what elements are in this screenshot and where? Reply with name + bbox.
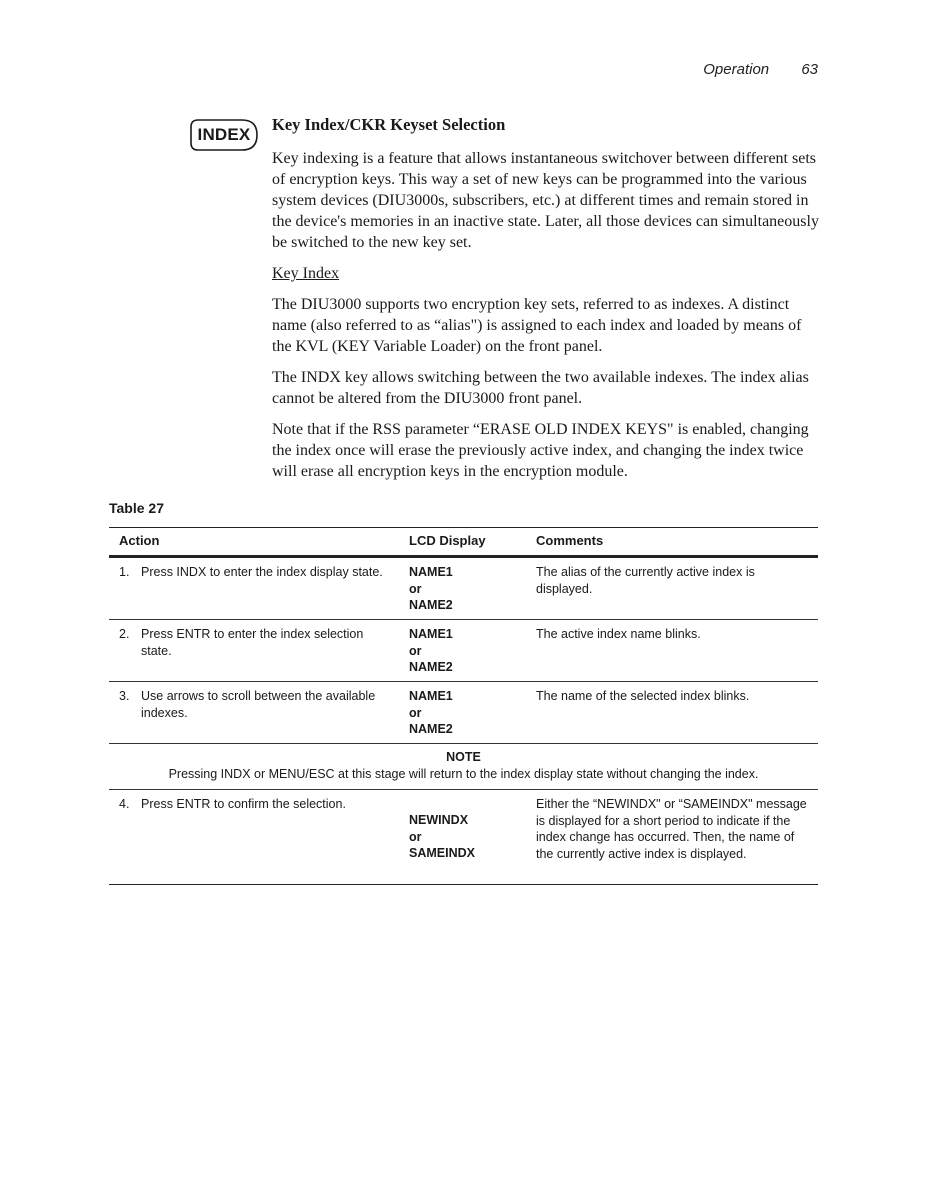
procedure-table (109, 527, 818, 885)
step-action: 1. Press INDX to enter the index display state. (119, 565, 383, 579)
step-action: 4. Press ENTR to confirm the selection. (119, 797, 346, 811)
table-row (109, 620, 818, 682)
indx-key-paragraph: The INDX key allows switching between the two available indexes. The index alias cannot be altered from the DIU3000 front panel. (272, 369, 809, 407)
table-note (109, 744, 818, 790)
page-header (703, 61, 818, 78)
section-title: Key Index/CKR Keyset Selection (272, 115, 506, 134)
table-header-row (109, 527, 818, 558)
step-comment: The name of the selected index blinks. (536, 689, 750, 703)
table-caption: Table 27 (109, 500, 164, 516)
header-lcd-display: LCD Display (409, 533, 486, 548)
note-title: NOTE (446, 750, 481, 764)
erase-note-paragraph: Note that if the RSS parameter “ERASE OLD INDEX KEYS" is enabled, changing the index once will erase the previously active index, and changing the index twice will erase all encryption keys in the encryption module. (272, 421, 809, 480)
badge-label: INDEX (197, 125, 251, 144)
header-action: Action (119, 533, 160, 548)
section-body (272, 114, 820, 492)
key-sets-paragraph: The DIU3000 supports two encryption key sets, referred to as indexes. A distinct name (also referred to as “alias") is assigned to each index and loaded by means of the KVL (KEY Variable Loader) on the front panel. (272, 296, 802, 355)
step-action: 3. Use arrows to scroll between the available indexes. (119, 689, 376, 720)
header-section-name: Operation (703, 61, 770, 78)
intro-paragraph: Key indexing is a feature that allows instantaneous switchover between different sets of encryption keys. This way a set of new keys can be programmed into the various system devices (DIU3000s, subscribers, etc.) at different times and remain stored in the device's memories in an inactive state. Later, all those devices can simultaneously be switched to the new key set. (272, 150, 819, 251)
table-row (109, 558, 818, 620)
step-comment: Either the “NEWINDX" or “SAMEINDX" message is displayed for a short period to indicate if the index change has occurred. Then, the name of the currently active index is displayed. (536, 797, 807, 861)
page-number: 63 (801, 61, 818, 78)
step-lcd: NAME1 or NAME2 (409, 565, 453, 612)
step-comment: The alias of the currently active index is displayed. (536, 565, 755, 596)
step-lcd: NEWINDX or SAMEINDX (409, 813, 475, 860)
key-index-subheading: Key Index (272, 265, 340, 282)
step-lcd: NAME1 or NAME2 (409, 689, 453, 736)
step-lcd: NAME1 or NAME2 (409, 627, 453, 674)
header-comments: Comments (536, 533, 604, 548)
index-key-badge (190, 116, 258, 154)
note-text: Pressing INDX or MENU/ESC at this stage will return to the index display state without changing the index. (168, 767, 759, 781)
step-action: 2. Press ENTR to enter the index selection state. (119, 627, 364, 658)
table-row (109, 682, 818, 744)
step-comment: The active index name blinks. (536, 627, 701, 641)
table-row (109, 790, 818, 885)
